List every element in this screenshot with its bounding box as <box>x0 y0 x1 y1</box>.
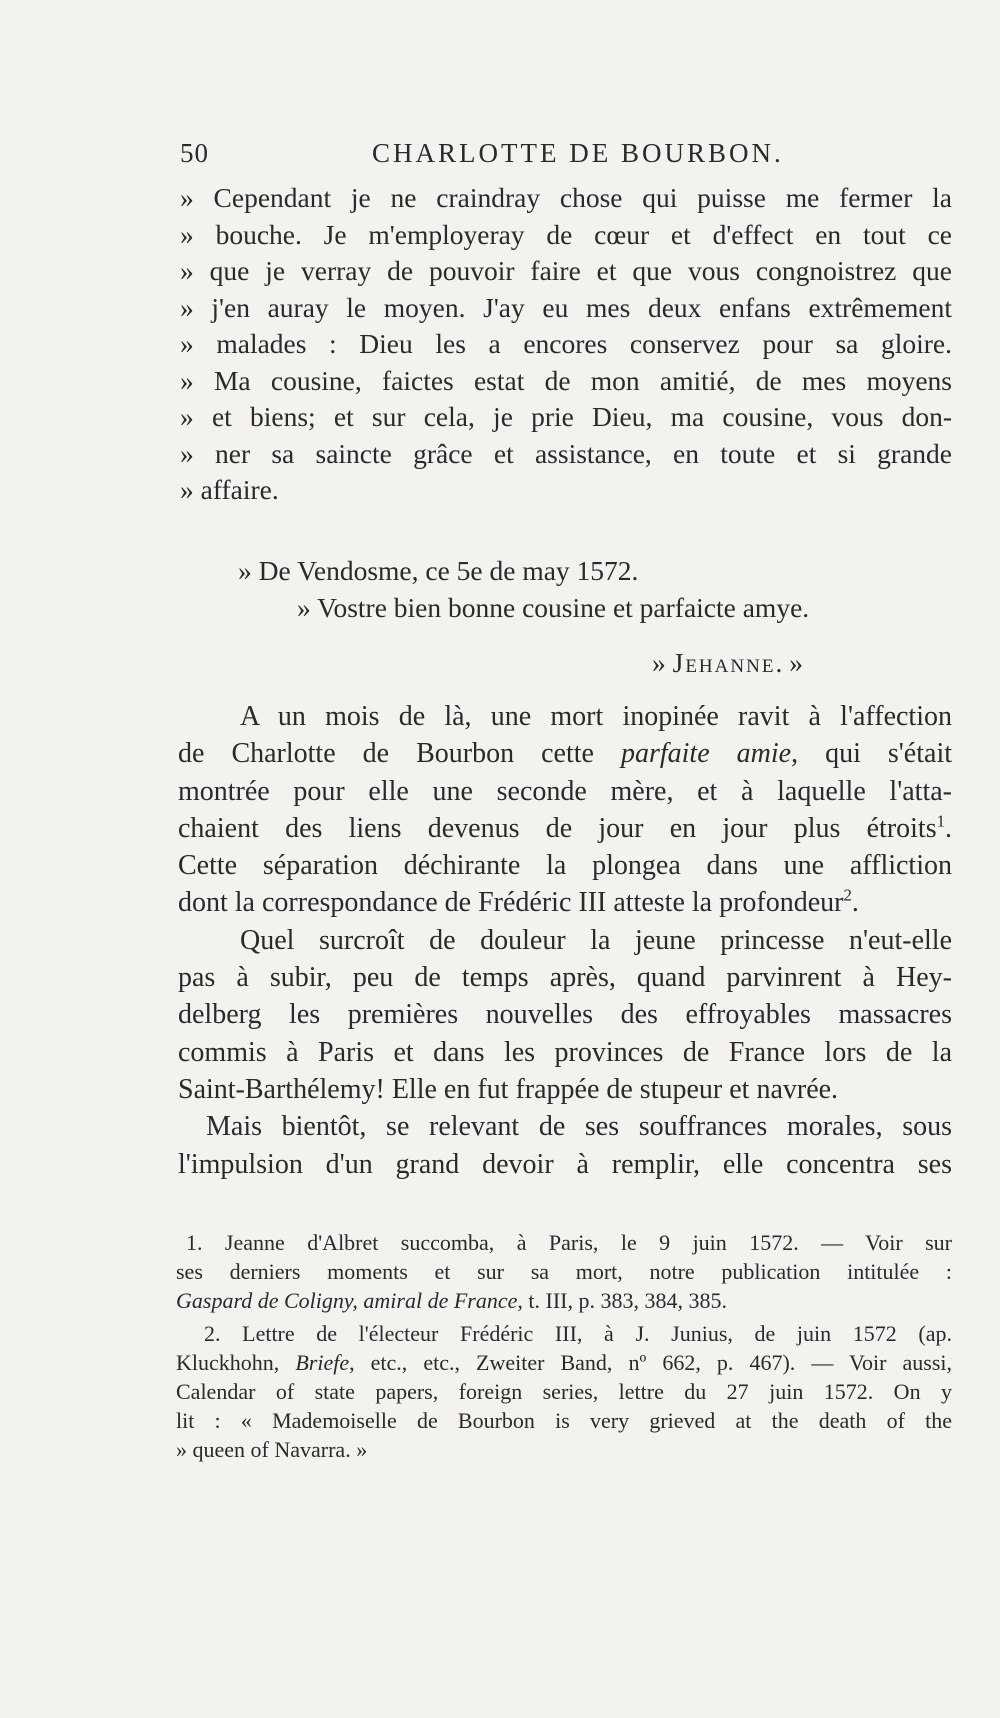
footnote-fragment: Kluckhohn, <box>176 1350 296 1375</box>
body-fragment: chaient des liens devenus de jour en jour plus étroits <box>178 812 937 844</box>
body-line: l'impulsion d'un grand devoir à remplir, elle concentra ses <box>178 1148 952 1180</box>
letter-place-date: » De Vendosme, ce 5e de may 1572. <box>238 555 639 586</box>
footnote-line <box>176 1348 952 1377</box>
letter-line: » Ma cousine, faictes estat de mon amitié, de mes moyens <box>180 364 952 396</box>
body-line <box>178 884 952 921</box>
body-text <box>178 698 952 1183</box>
footnotes <box>176 1228 952 1464</box>
footnote-line: lit : « Mademoiselle de Bourbon is very grieved at the death of the <box>176 1408 952 1433</box>
letter-line: » Cependant je ne craindray chose qui puisse me fermer la <box>180 182 952 213</box>
letter-line: » affaire. <box>180 474 279 505</box>
body-fragment: dont la correspondance de Frédéric III atteste la profondeur <box>178 887 844 919</box>
body-line: commis à Paris et dans les provinces de France lors de la <box>178 1036 952 1068</box>
body-fragment: . <box>945 812 952 844</box>
letter-line: » j'en auray le moyen. J'ay eu mes deux enfans extrêmement <box>180 291 952 323</box>
signature-suffix: . » <box>775 647 803 678</box>
footnote-line: 1. Jeanne d'Albret succomba, à Paris, le 9 juin 1572. — Voir sur <box>186 1230 952 1255</box>
body-line: A un mois de là, une mort inopinée ravit à l'affection <box>240 701 952 732</box>
letter-signature <box>652 645 803 682</box>
body-line: delberg les premières nouvelles des effroyables massacres <box>178 999 952 1031</box>
signature-name: Jehanne <box>672 647 776 678</box>
italic-title: Briefe <box>295 1350 350 1375</box>
body-line <box>178 735 952 772</box>
body-fragment: , qui s'était <box>791 738 952 770</box>
letter-line: » ner sa saincte grâce et assistance, en toute et si grande <box>180 437 952 469</box>
quoted-letter <box>180 180 952 509</box>
body-fragment: . <box>851 887 859 919</box>
letter-salutation: » Vostre bien bonne cousine et parfaicte amye. <box>297 592 810 623</box>
footnote-ref: 1 <box>936 811 945 831</box>
footnote-line: 2. Lettre de l'électeur Frédéric III, à J. Junius, de juin 1572 (ap. <box>204 1321 952 1346</box>
footnote-line: » queen of Navarra. » <box>176 1437 368 1462</box>
body-line: montrée pour elle une seconde mère, et à laquelle l'atta- <box>178 775 952 807</box>
running-title: CHARLOTTE DE BOURBON. <box>372 138 784 168</box>
body-fragment: de Charlotte de Bourbon cette <box>178 738 621 770</box>
body-line: Quel surcroît de douleur la jeune princesse n'eut-elle <box>240 924 952 956</box>
footnote-fragment: , etc., etc., Zweiter Band, nº 662, p. 467). — Voir aussi, <box>349 1350 953 1375</box>
letter-line: » et biens; et sur cela, je prie Dieu, ma cousine, vous don- <box>180 401 952 432</box>
body-line: Saint-Barthélemy! Elle en fut frappée de stupeur et navrée. <box>178 1073 839 1105</box>
body-line: pas à subir, peu de temps après, quand parvinrent à Hey- <box>178 962 952 994</box>
italic-title: Gaspard de Coligny, amiral de France <box>176 1288 518 1313</box>
signature-prefix: » <box>652 647 673 678</box>
body-line: Mais bientôt, se relevant de ses souffrances morales, sous <box>206 1111 952 1143</box>
letter-line: » que je verray de pouvoir faire et que vous congnoistrez que <box>180 255 952 286</box>
body-line: Cette séparation déchirante la plongea dans une affliction <box>178 850 952 882</box>
footnote-ref: 2 <box>843 886 852 906</box>
footnote-line <box>176 1286 952 1315</box>
footnote-fragment: , t. III, p. 383, 384, 385. <box>517 1288 727 1313</box>
letter-line: » malades : Dieu les a encores conservez pour sa gloire. <box>180 328 952 359</box>
letter-line: » bouche. Je m'employeray de cœur et d'effect en tout ce <box>180 218 952 250</box>
footnote-line: ses derniers moments et sur sa mort, notre publication intitulée : <box>176 1259 952 1284</box>
footnote-line: Calendar of state papers, foreign series, lettre du 27 juin 1572. On y <box>176 1379 952 1404</box>
italic-phrase: parfaite amie <box>620 738 792 770</box>
page-number: 50 <box>180 138 209 168</box>
body-line <box>178 810 952 847</box>
